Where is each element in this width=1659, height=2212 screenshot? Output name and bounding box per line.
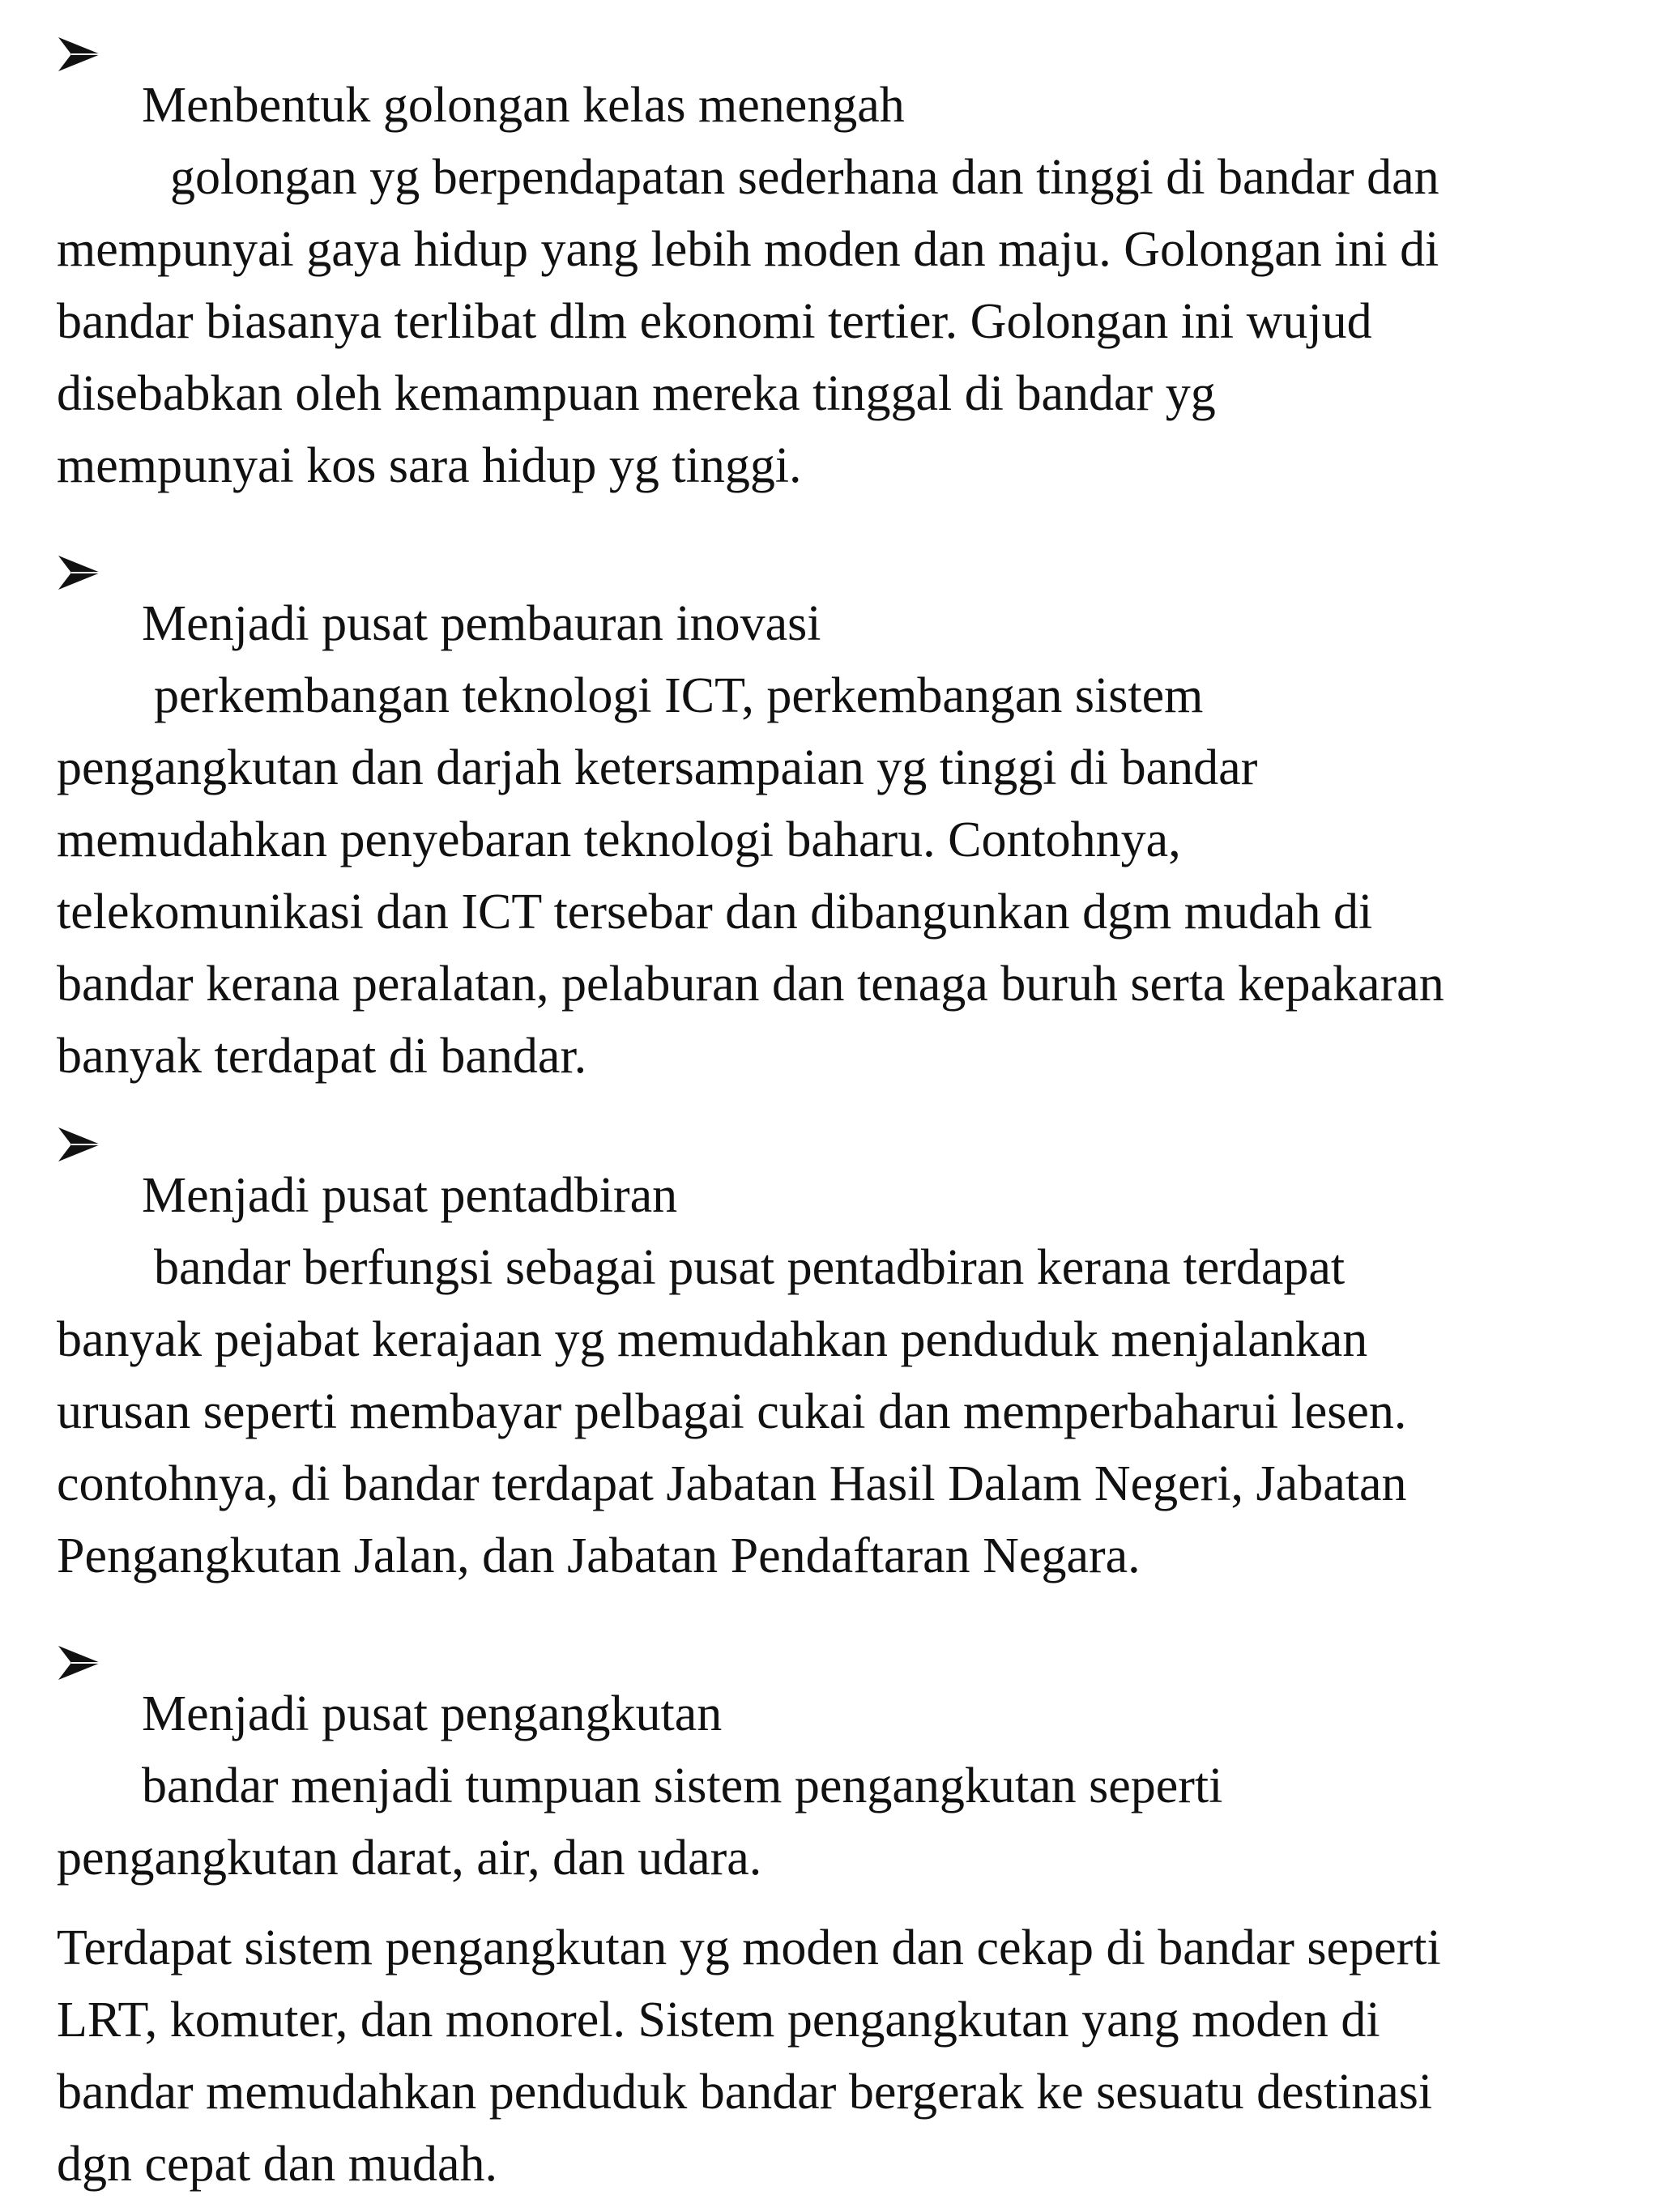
paragraph bbox=[57, 1232, 1624, 1592]
section-heading bbox=[57, 588, 1624, 660]
section-kelas-menengah bbox=[57, 70, 1624, 502]
paragraph-line: telekomunikasi dan ICT tersebar dan dibangunkan dgm mudah di bbox=[57, 884, 1373, 940]
paragraph-line: banyak pejabat kerajaan yg memudahkan penduduk menjalankan bbox=[57, 1312, 1368, 1367]
paragraph-line: mempunyai kos sara hidup yg tinggi. bbox=[57, 438, 802, 493]
paragraph-line: banyak terdapat di bandar. bbox=[57, 1029, 587, 1084]
paragraph bbox=[57, 1750, 1624, 1894]
paragraph-line: bandar memudahkan penduduk bandar bergerak ke sesuatu destinasi bbox=[57, 2065, 1433, 2120]
heading-text: Menjadi pusat pentadbiran bbox=[142, 1168, 678, 1223]
paragraph-line: bandar kerana peralatan, pelaburan dan tenaga buruh serta kepakaran bbox=[57, 957, 1444, 1012]
paragraph-line: dgn cepat dan mudah. bbox=[57, 2137, 498, 2192]
paragraph-line: bandar biasanya terlibat dlm ekonomi tertier. Golongan ini wujud bbox=[57, 294, 1372, 349]
heading-text: Menbentuk golongan kelas menengah bbox=[142, 78, 905, 133]
paragraph-line: perkembangan teknologi ICT, perkembangan sistem bbox=[154, 668, 1204, 723]
section-heading bbox=[57, 1160, 1624, 1232]
paragraph-line: urusan seperti membayar pelbagai cukai dan memperbaharui lesen. bbox=[57, 1384, 1407, 1439]
paragraph-line: contohnya, di bandar terdapat Jabatan Hasil Dalam Negeri, Jabatan bbox=[57, 1456, 1407, 1511]
section-heading bbox=[57, 1678, 1624, 1750]
arrowhead-bullet-icon bbox=[57, 1161, 113, 1212]
paragraph-line: golongan yg berpendapatan sederhana dan tinggi di bandar dan bbox=[170, 150, 1439, 205]
section-heading bbox=[57, 70, 1624, 142]
paragraph-line: bandar menjadi tumpuan sistem pengangkutan seperti bbox=[142, 1758, 1223, 1813]
arrowhead-bullet-icon bbox=[57, 71, 113, 121]
arrowhead-bullet-icon bbox=[57, 590, 113, 640]
section-pengangkutan bbox=[57, 1678, 1624, 2201]
paragraph-line: Terdapat sistem pengangkutan yg moden dan cekap di bandar seperti bbox=[57, 1920, 1441, 1975]
paragraph-line: pengangkutan darat, air, dan udara. bbox=[57, 1831, 762, 1886]
paragraph bbox=[57, 1912, 1624, 2201]
paragraph bbox=[57, 660, 1624, 1093]
heading-text: Menjadi pusat pengangkutan bbox=[142, 1686, 723, 1741]
paragraph-line: bandar berfungsi sebagai pusat pentadbiran kerana terdapat bbox=[154, 1240, 1346, 1295]
paragraph-line: pengangkutan dan darjah ketersampaian yg tinggi di bandar bbox=[57, 740, 1258, 795]
paragraph bbox=[57, 142, 1624, 502]
section-pembauran-inovasi bbox=[57, 588, 1624, 1093]
paragraph-line: Pengangkutan Jalan, dan Jabatan Pendaftaran Negara. bbox=[57, 1528, 1141, 1583]
paragraph-line: LRT, komuter, dan monorel. Sistem pengangkutan yang moden di bbox=[57, 1993, 1380, 2048]
paragraph-spacer bbox=[57, 1894, 1624, 1912]
paragraph-line: mempunyai gaya hidup yang lebih moden dan maju. Golongan ini di bbox=[57, 222, 1439, 277]
heading-text: Menjadi pusat pembauran inovasi bbox=[142, 596, 821, 651]
section-pentadbiran bbox=[57, 1160, 1624, 1592]
arrowhead-bullet-icon bbox=[57, 1680, 113, 1730]
paragraph-line: disebabkan oleh kemampuan mereka tinggal di bandar yg bbox=[57, 366, 1216, 421]
paragraph-line: memudahkan penyebaran teknologi baharu. Contohnya, bbox=[57, 812, 1181, 867]
